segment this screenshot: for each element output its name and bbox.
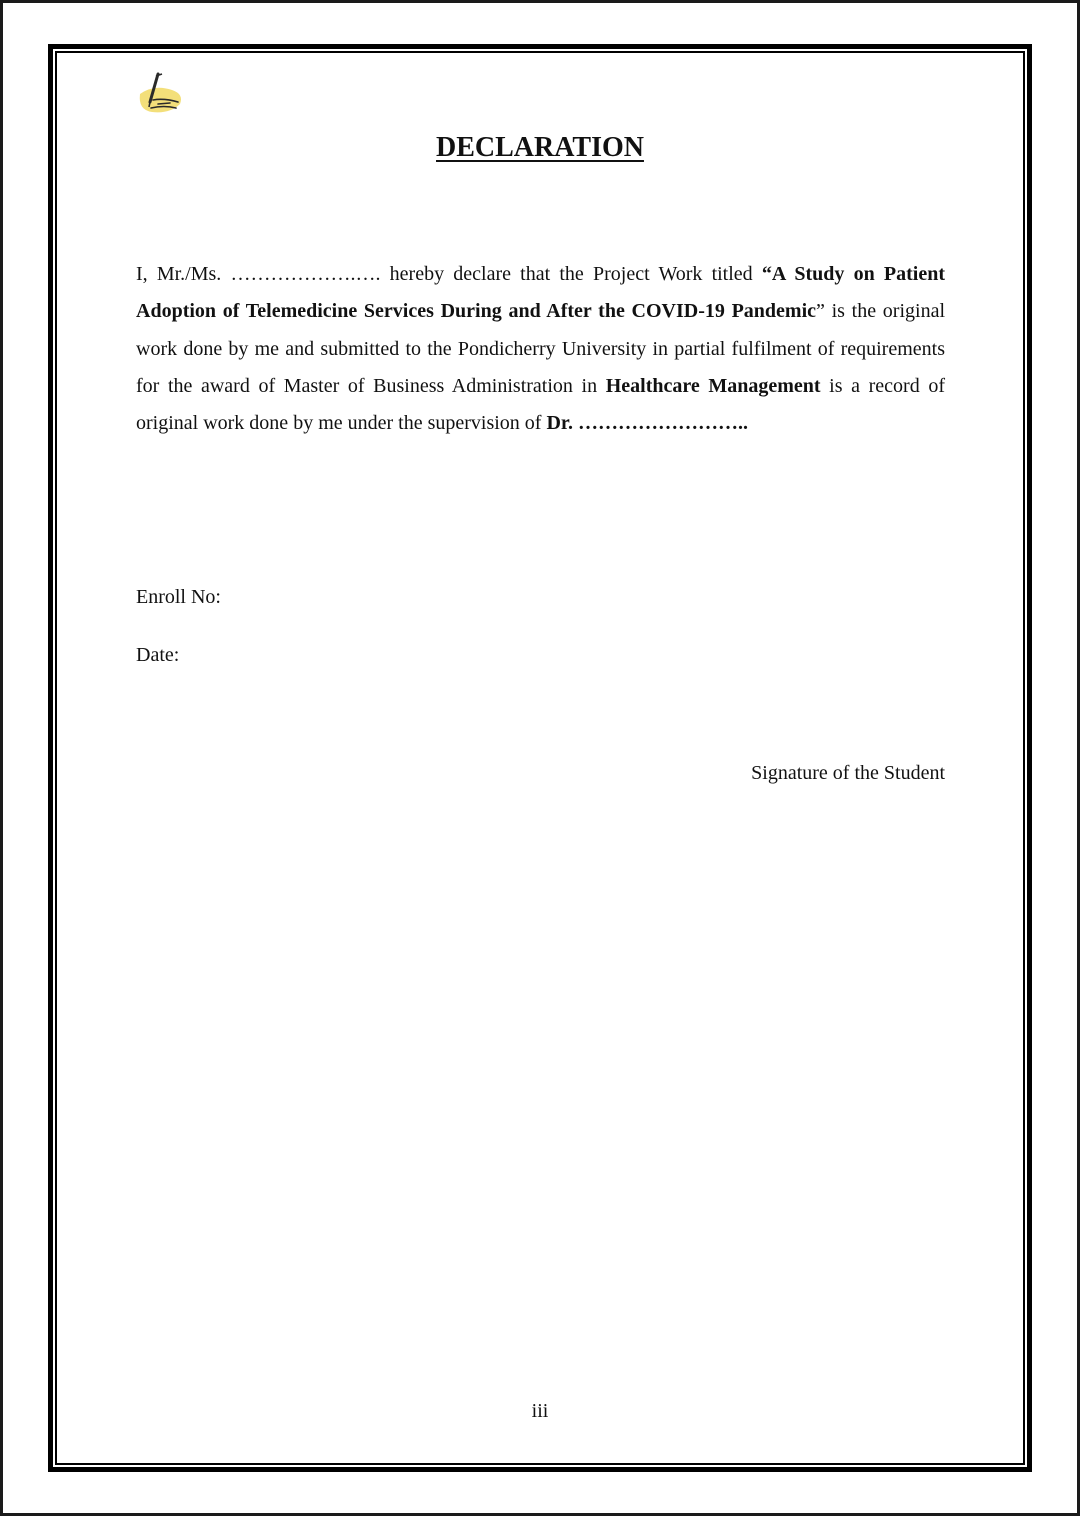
declaration-paragraph: I, Mr./Ms. ……………….…. hereby declare that the Project Work titled “A Study on Patient Adoption of Telemedicine Services During and After the COVID-19 Pandemic” is the original work done by me and submitted to the Pondicherry University in partial fulfilment of requirements for the award of Master of Business Administration in Healthcare Management is a record of original work done by me under the supervision of Dr. …………………….. — [136, 263, 946, 435]
pen-signature-icon — [134, 70, 190, 120]
signature-label: Signature of the Student — [751, 762, 945, 784]
project-title: “A Study on Patient Adoption of Telemedicine Services During and After the COVID-19 Pandemic — [136, 263, 945, 323]
page-number: iii — [531, 1400, 549, 1422]
supervisor-placeholder: Dr. …………………….. — [546, 412, 748, 435]
enroll-no-label: Enroll No: — [136, 586, 221, 608]
specialization: Healthcare Management — [605, 374, 821, 397]
date-label: Date: — [136, 644, 180, 666]
page-title: DECLARATION — [436, 132, 644, 163]
